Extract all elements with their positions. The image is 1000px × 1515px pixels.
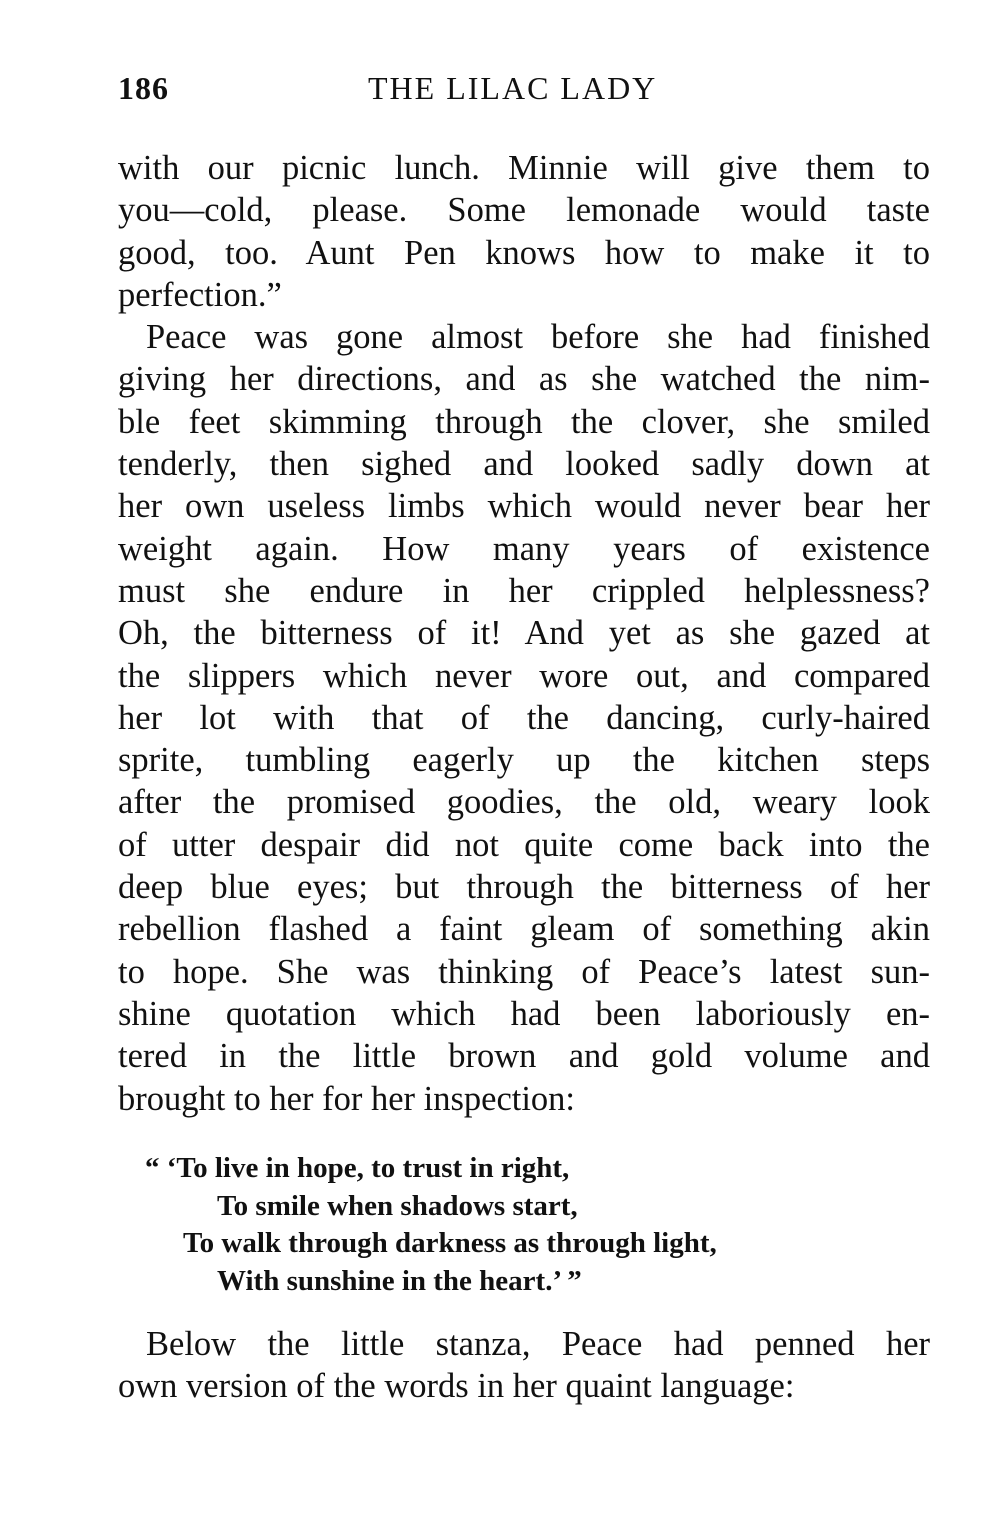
text-line: weight again. How many years of existence: [118, 529, 930, 568]
text-line: after the promised goodies, the old, weary look: [118, 783, 930, 822]
text-line: giving her directions, and as she watched the nim-: [118, 360, 930, 399]
text-line: you—cold, please. Some lemonade would taste: [118, 191, 930, 230]
text-line: Below the little stanza, Peace had penned her: [146, 1325, 930, 1363]
text-line: Oh, the bitterness of it! And yet as she gazed at: [118, 614, 930, 653]
text-line: with our picnic lunch. Minnie will give them to: [118, 149, 930, 187]
text-line: to hope. She was thinking of Peace’s latest sun-: [118, 952, 930, 991]
text-line: ble feet skimming through the clover, she smiled: [118, 402, 930, 441]
text-line: perfection.”: [118, 275, 282, 314]
text-line: rebellion flashed a faint gleam of something akin: [118, 910, 930, 949]
body-text: [118, 147, 930, 1120]
text-line: the slippers which never wore out, and compared: [118, 656, 930, 695]
verse-line: With sunshine in the heart.’ ”: [217, 1264, 582, 1297]
running-title: THE LILAC LADY: [368, 70, 658, 106]
verse-line: To walk through darkness as through light,: [183, 1227, 717, 1259]
text-line: brought to her for her inspection:: [118, 1079, 576, 1118]
page-number: 186: [118, 70, 169, 106]
closing-paragraph: [118, 1322, 930, 1407]
text-line: of utter despair did not quite come back into the: [118, 825, 930, 864]
text-line: deep blue eyes; but through the bitterness of her: [118, 868, 930, 907]
text-line: shine quotation which had been laboriously en-: [118, 994, 930, 1033]
text-line: tered in the little brown and gold volume and: [118, 1037, 930, 1076]
text-line: her own useless limbs which would never bear her: [118, 487, 930, 526]
verse-stanza: [145, 1150, 717, 1300]
text-line: her lot with that of the dancing, curly-haired: [118, 698, 930, 737]
verse-line: To smile when shadows start,: [217, 1189, 578, 1222]
text-line: Peace was gone almost before she had finished: [146, 318, 930, 357]
verse-line: “ ‘To live in hope, to trust in right,: [145, 1152, 570, 1184]
text-line: sprite, tumbling eagerly up the kitchen steps: [118, 741, 930, 780]
text-line: tenderly, then sighed and looked sadly down at: [118, 445, 930, 484]
text-line: must she endure in her crippled helplessness?: [118, 571, 930, 610]
page-header: [118, 70, 928, 110]
text-line: good, too. Aunt Pen knows how to make it to: [118, 233, 930, 272]
text-line: own version of the words in her quaint language:: [118, 1367, 795, 1406]
